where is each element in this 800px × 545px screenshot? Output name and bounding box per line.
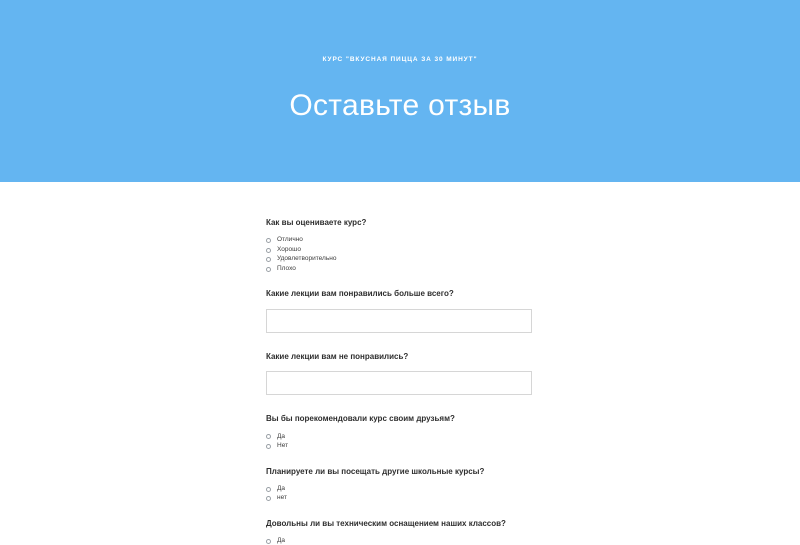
question-disliked-lectures [266,352,534,395]
disliked-lectures-input[interactable] [266,371,532,395]
radio-icon[interactable] [266,539,271,544]
radio-icon[interactable] [266,496,271,501]
radio-icon[interactable] [266,434,271,439]
question-other-courses [266,467,534,502]
radio-option[interactable] [266,443,534,450]
radio-icon[interactable] [266,248,271,253]
radio-option[interactable] [266,256,534,263]
radio-option-label: Отлично [277,236,303,244]
radio-option-label: Удовлетворительно [277,255,337,263]
question-recommend-course [266,414,534,449]
favorite-lectures-input[interactable] [266,309,532,333]
page-title: Оставьте отзыв [289,89,511,122]
radio-option-label: Да [277,432,286,440]
radio-option[interactable] [266,266,534,273]
radio-option[interactable] [266,434,534,441]
question-favorite-lectures [266,289,534,332]
question-label: Довольны ли вы техническим оснащением наших классов? [266,518,506,528]
radio-icon[interactable] [266,487,271,492]
radio-option-label: Хорошо [277,245,301,253]
question-label: Какие лекции вам не понравились? [266,351,409,361]
question-label: Вы бы порекомендовали курс своим друзьям? [266,414,455,424]
radio-icon[interactable] [266,257,271,262]
radio-icon[interactable] [266,238,271,243]
radio-option-label: Да [277,484,286,492]
review-form [0,182,800,545]
radio-icon[interactable] [266,267,271,272]
question-classroom-equipment [266,519,534,545]
radio-option[interactable] [266,237,534,244]
question-label: Какие лекции вам понравились больше всего? [266,289,454,299]
hero-banner [0,0,800,182]
radio-group-recommend-course [266,434,534,450]
radio-option[interactable] [266,486,534,493]
radio-group-classroom-equipment [266,538,534,545]
question-course-rating [266,218,534,272]
radio-group-other-courses [266,486,534,502]
question-label: Как вы оцениваете курс? [266,218,367,227]
radio-icon[interactable] [266,444,271,449]
radio-option-label: Нет [277,442,289,450]
radio-option[interactable] [266,538,534,545]
course-name-eyebrow: КУРС "ВКУСНАЯ ПИЦЦА ЗА 30 МИНУТ" [322,56,478,63]
radio-option-label: Да [277,537,286,545]
radio-option-label: нет [277,494,287,502]
form-fields-container [266,218,534,545]
radio-option-label: Плохо [277,264,296,272]
radio-option[interactable] [266,247,534,254]
radio-group-course-rating [266,237,534,272]
radio-option[interactable] [266,495,534,502]
question-label: Планируете ли вы посещать другие школьные курсы? [266,466,485,476]
